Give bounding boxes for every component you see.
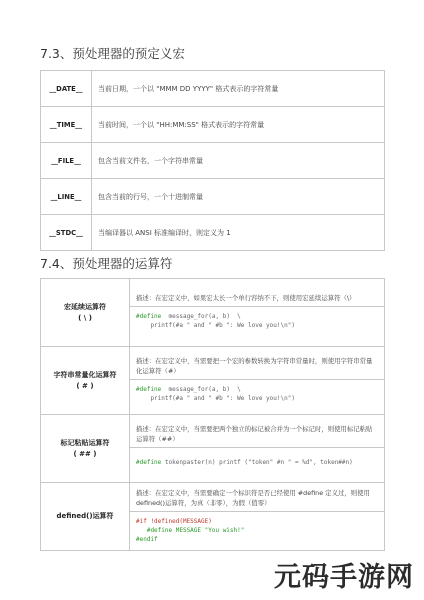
operator-description: 描述：在宏定义中，当需要确定一个标识符是否已经使用 #define 定义过，则使用 defined()运算符，为真（非零），为假（值零）: [130, 485, 384, 512]
code-sample: [130, 448, 384, 477]
code-sample: [130, 380, 384, 408]
macro-description: 当前日期，一个以 "MMM DD YYYY" 格式表示的字符常量: [92, 71, 385, 107]
section-title-predefined-macros: 7.3、预处理器的预定义宏: [40, 46, 185, 61]
code-sample: [130, 512, 384, 549]
operator-detail-cell: [130, 483, 385, 551]
operator-name: 宏延续运算符: [64, 302, 106, 311]
code-keyword: #define: [136, 458, 162, 466]
table-row: [41, 179, 385, 215]
watermark-text: 元码手游网: [274, 562, 414, 593]
code-line: #if !defined(MESSAGE): [136, 517, 212, 525]
code-keyword: #define: [136, 386, 162, 393]
code-text: message_for(a, b) \ printf(#a " and " #b ": We love you!\n"): [150, 313, 295, 329]
operator-description: 描述：在宏定义中，当需要把一个宏的参数转换为字符串常量时，则使用字符串常量化运算符（#）: [130, 353, 384, 380]
operator-detail-cell: [130, 347, 385, 415]
macro-name: __TIME__: [41, 107, 92, 143]
code-text: tokenpaster(n) printf ("token" #n " = %d", token##n): [161, 458, 353, 466]
table-row: [41, 107, 385, 143]
macro-name: __FILE__: [41, 143, 92, 179]
operator-description: 描述：在宏定义中，当需要把两个独立的标记被合并为一个标记时，则使用标记粘贴运算符（##）: [130, 421, 384, 448]
operator-detail-cell: [130, 279, 385, 347]
code-line: #define MESSAGE "You wish!": [136, 526, 245, 534]
macro-name: __STDC__: [41, 215, 92, 251]
code-line: #endif: [136, 535, 158, 543]
table-row: [41, 215, 385, 251]
macro-description: 包含当前文件名，一个字符串常量: [92, 143, 385, 179]
code-text: message_for(a, b) \ printf(#a " and " #b ": We love you!\n"): [150, 386, 295, 402]
table-row: [41, 71, 385, 107]
table-row: [41, 483, 385, 551]
operator-detail-cell: [130, 415, 385, 483]
operators-table: [40, 278, 385, 551]
operator-symbol: ( \ ): [78, 313, 92, 322]
operator-name-cell: [41, 415, 130, 483]
operator-name: 标记粘贴运算符: [60, 438, 110, 447]
table-row: [41, 347, 385, 415]
macro-description: 包含当前的行号，一个十进制常量: [92, 179, 385, 215]
table-row: [41, 415, 385, 483]
macro-name: __LINE__: [41, 179, 92, 215]
operator-symbol: ( ## ): [73, 449, 97, 458]
code-sample: [130, 307, 384, 335]
operator-name: defined()运算符: [56, 512, 114, 520]
operator-name-cell: [41, 347, 130, 415]
watermark-logo: [274, 555, 414, 594]
operator-name-cell: [41, 279, 130, 347]
operator-name: 字符串常量化运算符: [53, 370, 117, 379]
macro-description: 当前时间，一个以 "HH:MM:SS" 格式表示的字符常量: [92, 107, 385, 143]
predefined-macros-table: [40, 70, 385, 251]
operator-symbol: ( # ): [76, 381, 94, 390]
section-title-operators: 7.4、预处理器的运算符: [40, 256, 173, 271]
operator-description: 描述：在宏定义中，如果宏太长一个单行容纳不下，则使用宏延续运算符（\）: [130, 290, 384, 307]
table-row: [41, 279, 385, 347]
code-keyword: #define: [136, 313, 162, 320]
macro-description: 当编译器以 ANSI 标准编译时，则定义为 1: [92, 215, 385, 251]
table-row: [41, 143, 385, 179]
macro-name: __DATE__: [41, 71, 92, 107]
operator-name-cell: [41, 483, 130, 551]
